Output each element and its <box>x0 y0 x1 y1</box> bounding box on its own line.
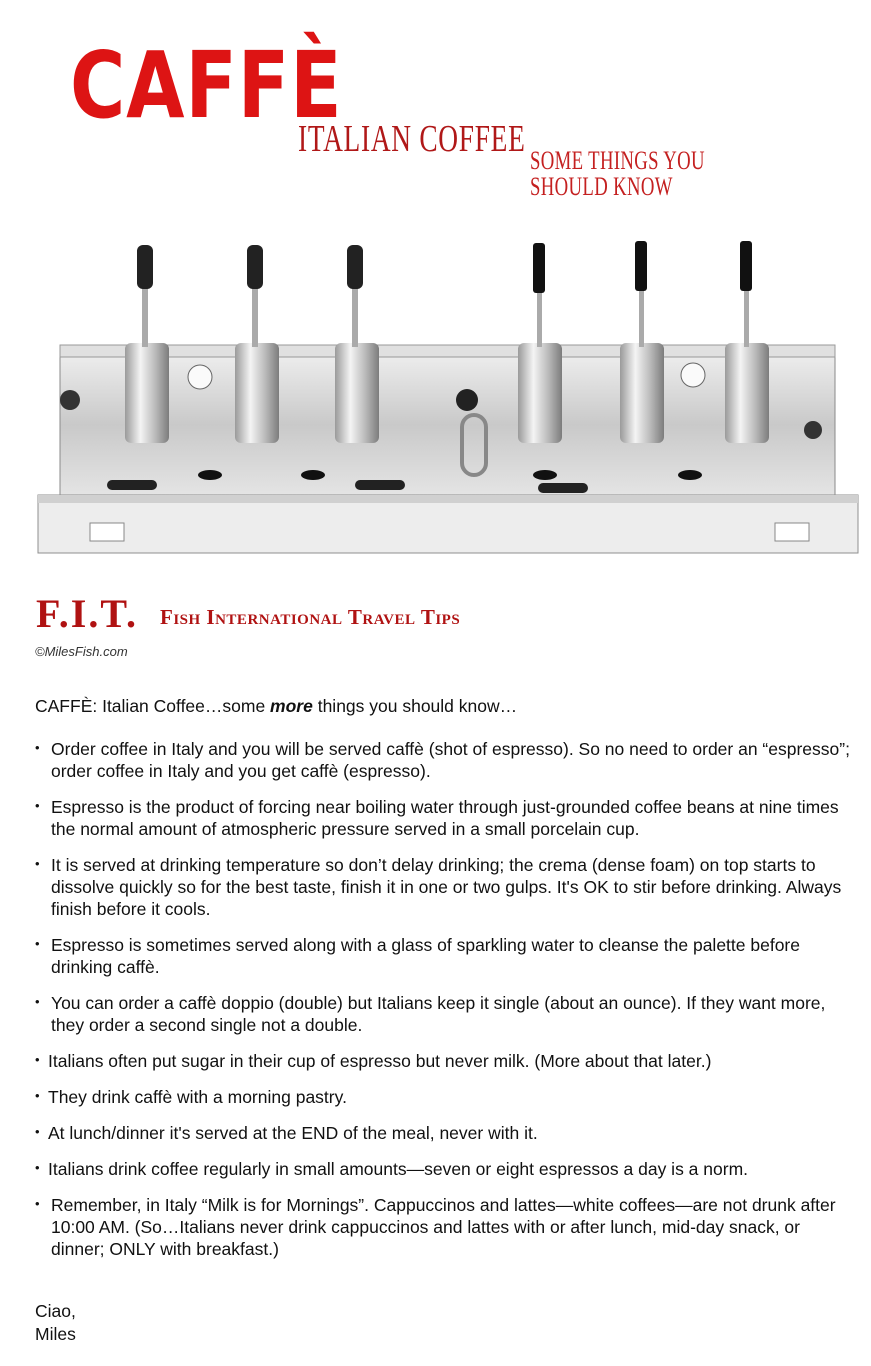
list-item: • You can order a caffè doppio (double) but Italians keep it single (about an ounce). If they want more, they order a second single not a double. <box>35 992 850 1036</box>
list-item: • At lunch/dinner it's served at the END of the meal, never with it. <box>35 1122 850 1144</box>
list-item: • Espresso is sometimes served along with a glass of sparkling water to cleanse the palette before drinking caffè. <box>35 934 850 978</box>
espresso-machine-image <box>30 225 865 570</box>
fit-tagline: Fish International Travel Tips <box>160 605 461 629</box>
list-item: • Italians drink coffee regularly in small amounts—seven or eight espressos a day is a norm. <box>35 1158 850 1180</box>
list-item: • Remember, in Italy “Milk is for Mornings”. Cappuccinos and lattes—white coffees—are not drunk after 10:00 AM. (So…Italians never drink cappuccinos and lattes with or after lunch, mid-day snack, or dinner; ONLY with breakfast.) <box>35 1194 850 1260</box>
tips-list <box>35 738 850 1274</box>
list-item: • Espresso is the product of forcing near boiling water through just-grounded coffee beans at nine times the normal amount of atmospheric pressure served in a small porcelain cup. <box>35 796 850 840</box>
signoff-name: Miles <box>35 1324 76 1344</box>
page-subtitle: ITALIAN COFFEE <box>298 118 526 160</box>
fit-logo: F.I.T. <box>36 591 139 636</box>
signoff <box>35 1300 76 1346</box>
intro-text: CAFFÈ: Italian Coffee…some more things you should know… <box>35 696 518 716</box>
signoff-line: Ciao, <box>35 1301 76 1321</box>
copyright: ©MilesFish.com <box>35 644 128 659</box>
list-item: • It is served at drinking temperature so don’t delay drinking; the crema (dense foam) on top starts to dissolve quickly so for the best taste, finish it in one or two gulps. It's OK to stir before drinking. Always finish before it cools. <box>35 854 850 920</box>
page-tagline: SOME THINGS YOU SHOULD KNOW <box>530 146 705 201</box>
page-title: CAFFÈ <box>70 32 343 139</box>
list-item: • Order coffee in Italy and you will be served caffè (shot of espresso). So no need to order an “espresso”; order coffee in Italy and you get caffè (espresso). <box>35 738 850 782</box>
list-item: • Italians often put sugar in their cup of espresso but never milk. (More about that later.) <box>35 1050 850 1072</box>
list-item: • They drink caffè with a morning pastry. <box>35 1086 850 1108</box>
